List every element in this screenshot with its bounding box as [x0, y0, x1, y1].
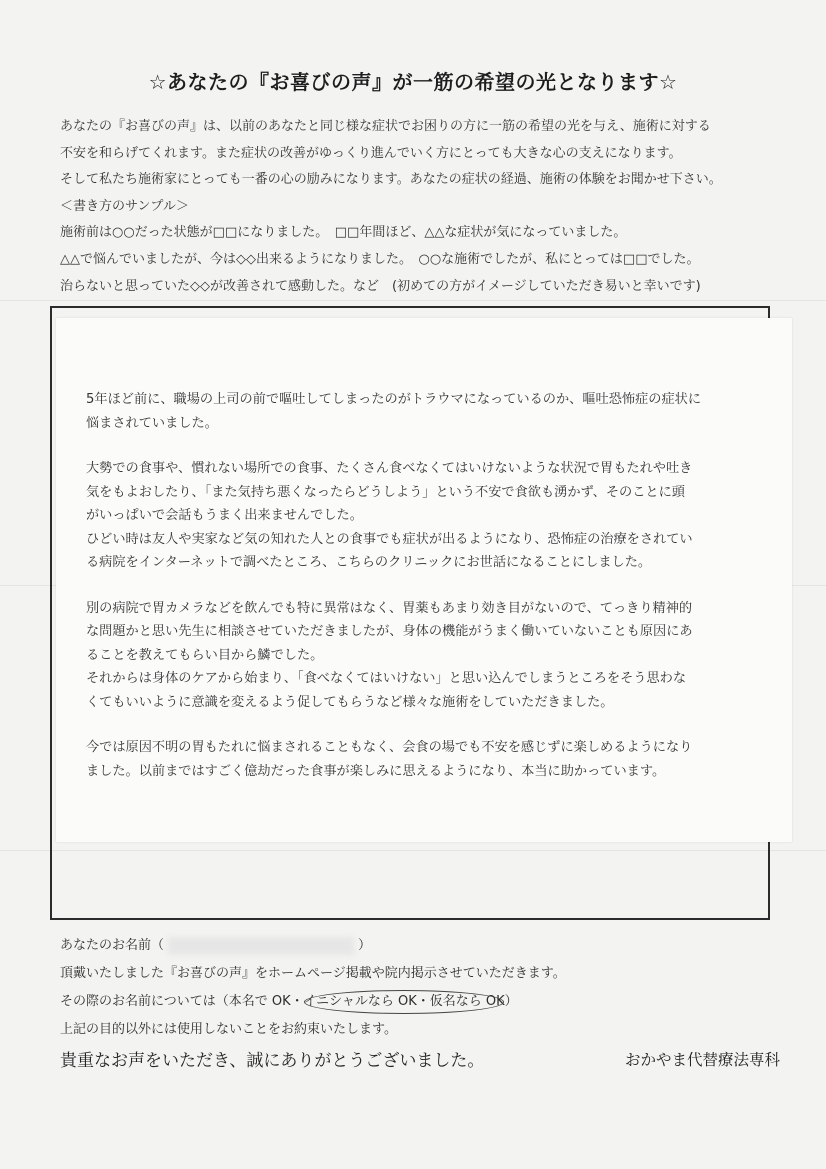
testimonial-paragraph [86, 457, 766, 575]
testimonial-line: 大勢での食事や、慣れない場所での食事、たくさん食べなくてはいけないような状況で胃もたれや吐き [86, 461, 693, 476]
testimonial-paragraph [86, 597, 766, 715]
consent-section [60, 932, 780, 1044]
testimonial-paragraph [86, 736, 766, 783]
thanks-message: 貴重なお声をいただき、誠にありがとうございました。 [60, 1051, 485, 1071]
name-close-paren: ） [358, 938, 372, 953]
intro-line: そして私たち施術家にとっても一番の心の励みになります。あなたの症状の経過、施術の体験をお聞かせ下さい。 [60, 172, 722, 188]
name-field-line [60, 932, 780, 960]
sample-line: 治らないと思っていた◇◇が改善されて感動した。など (初めての方がイメージしていただき易いと幸いです) [60, 278, 701, 294]
publication-notice: 頂戴いたしました『お喜びの声』をホームページ掲載や院内掲示させていただきます。 [60, 966, 566, 981]
sample-line: △△で悩んでいましたが、今は◇◇出来るようになりました。 ○○な施術でしたが、私にとっては□□でした。 [60, 251, 700, 267]
testimonial-line: ることを教えてもらい目から鱗でした。 [86, 647, 324, 663]
name-options-text: その際のお名前については（本名で OK・イニシャルなら OK・仮名なら OK） [60, 994, 518, 1009]
page-title: ☆あなたの『お喜びの声』が一筋の希望の光となります☆ [148, 70, 678, 94]
testimonial-line: くてもいいように意識を変えるよう促してもらうなど様々な施術をしていただきました。 [86, 694, 614, 710]
intro-text [60, 114, 780, 300]
intro-line: あなたの『お喜びの声』は、以前のあなたと同じ様な症状でお困りの方に一筋の希望の光を与え、施術に対する [60, 119, 711, 134]
intro-line: 不安を和らげてくれます。また症状の改善がゆっくり進んでいく方にとっても大きな心の支えになります。 [60, 145, 682, 161]
privacy-notice: 上記の目的以外には使用しないことをお約束いたします。 [60, 1022, 397, 1037]
testimonial-line: ました。以前まではすごく億劫だった食事が楽しみに思えるようになり、本当に助かっています。 [86, 763, 666, 779]
testimonial-paragraph [86, 388, 766, 435]
closing-section [60, 1046, 780, 1074]
testimonial-line: 別の病院で胃カメラなどを飲んでも特に異常はなく、胃薬もあまり効き目がないので、てっきり精神的 [86, 600, 693, 616]
testimonial-line: 今では原因不明の胃もたれに悩まされることもなく、会食の場でも不安を感じずに楽しめるようになり [86, 740, 693, 755]
testimonial-line: 悩まされていました。 [86, 415, 218, 431]
testimonial-line: る病院をインターネットで調べたところ、こちらのクリニックにお世話になることにしました。 [86, 555, 652, 570]
testimonial-line: ひどい時は友人や実家など気の知れた人との食事でも症状が出るようになり、恐怖症の治療をされてい [86, 531, 693, 547]
clinic-name: おかやま代替療法専科 [624, 1051, 780, 1069]
testimonial-line: な問題かと思い先生に相談させていただきましたが、身体の機能がうまく働いていないことも原因にあ [86, 624, 693, 639]
testimonial-line: がいっぱいで会話もうまく出来ませんでした。 [86, 508, 363, 523]
sample-heading: ＜書き方のサンプル＞ [60, 198, 189, 214]
testimonial-line: 5年ほど前に、職場の上司の前で嘔吐してしまったのがトラウマになっているのか、嘔吐恐怖症の症状に [86, 392, 702, 407]
testimonial-line: それからは身体のケアから始まり、「食べなくてはいけない」と思い込んでしまうところをそう思わな [86, 671, 687, 686]
redacted-name [168, 937, 354, 955]
sample-line: 施術前は○○だった状態が□□になりました。 □□年間ほど、△△な症状が気になっていました。 [60, 225, 627, 241]
name-options-line [60, 988, 780, 1016]
testimonial-line: 気をもよおしたり、「また気持ち悪くなったらどうしよう」という不安で食欲も湧かず、そのことに頭 [86, 484, 685, 500]
name-label: あなたのお名前（ [60, 938, 165, 953]
testimonial-text [86, 388, 766, 805]
handwritten-circle-mark [304, 990, 504, 1014]
